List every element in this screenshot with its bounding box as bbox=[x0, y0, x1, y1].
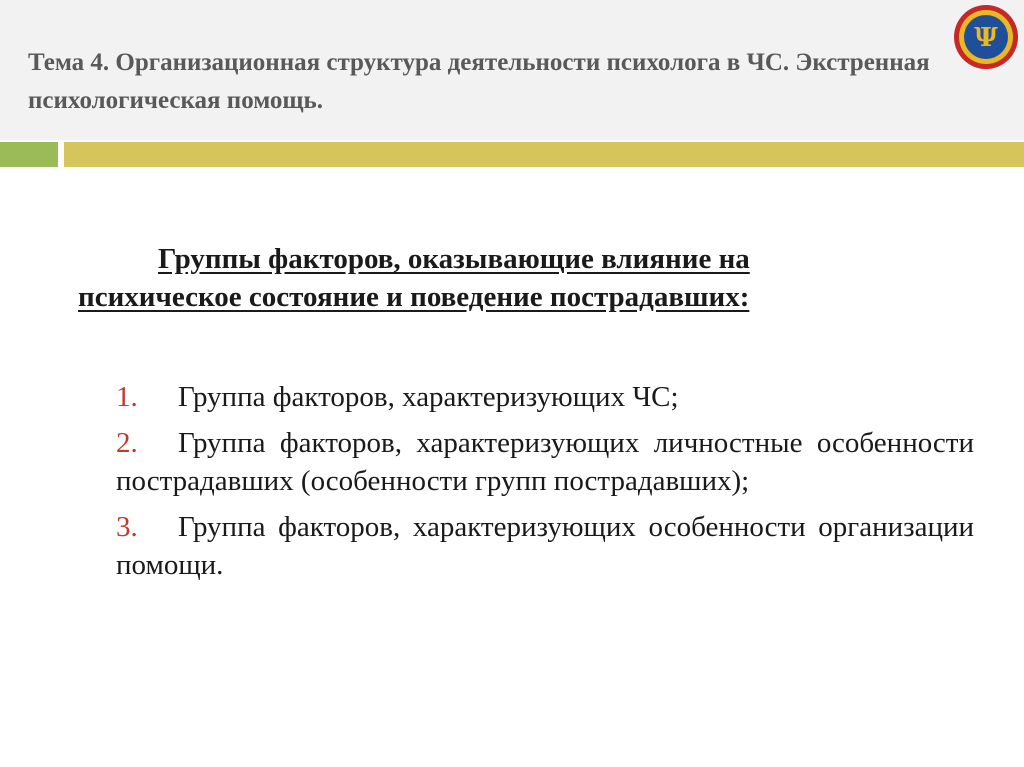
list-item-text: Группа факторов, характеризующих личностные особенности пострадавших (особенности групп пострадавших); bbox=[116, 427, 974, 497]
accent-bar-green bbox=[0, 142, 58, 167]
list-item bbox=[116, 378, 974, 416]
list-item-text: Группа факторов, характеризующих ЧС; bbox=[178, 381, 679, 413]
psi-emblem-icon bbox=[953, 4, 1019, 70]
list-item bbox=[116, 508, 974, 584]
heading-line-1: Группы факторов, оказывающие влияние на bbox=[158, 243, 750, 275]
list-item-number: 1. bbox=[116, 381, 138, 413]
slide-title: Тема 4. Организационная структура деятельности психолога в ЧС. Экстренная психологическая помощь. bbox=[28, 49, 930, 114]
heading-line-2: психическое состояние и поведение пострадавших: bbox=[78, 281, 750, 313]
list-item-text: Группа факторов, характеризующих особенности организации помощи. bbox=[116, 511, 974, 581]
accent-bar-gold bbox=[64, 142, 1024, 167]
factor-list bbox=[116, 378, 974, 592]
svg-text:Ψ: Ψ bbox=[974, 23, 998, 53]
list-item-number: 3. bbox=[116, 511, 138, 543]
list-item bbox=[116, 424, 974, 500]
section-heading bbox=[78, 240, 948, 316]
list-item-number: 2. bbox=[116, 427, 138, 459]
